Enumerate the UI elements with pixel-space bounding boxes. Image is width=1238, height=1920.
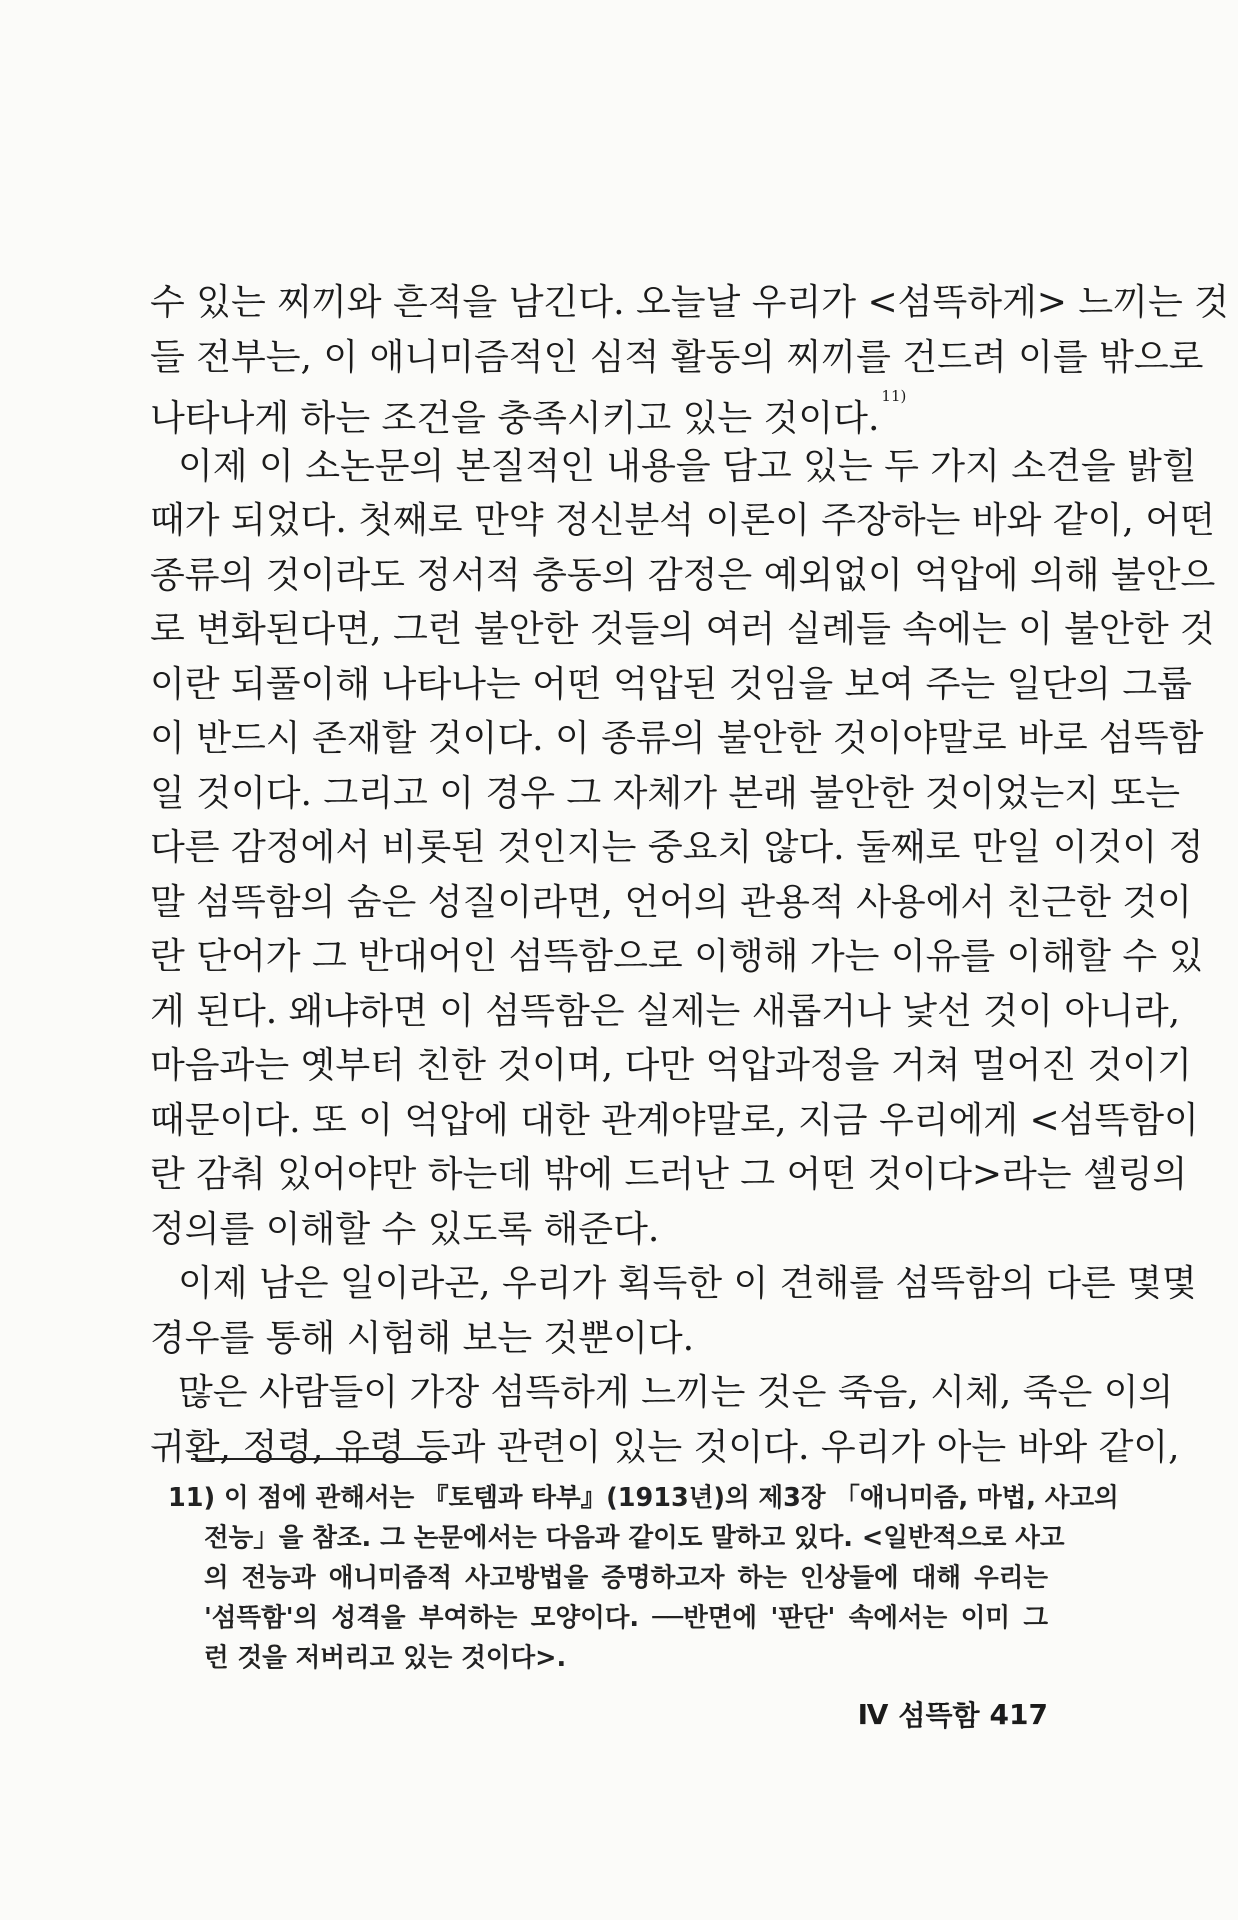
text-line: 경우를 통해 시험해 보는 것뿐이다. bbox=[150, 1317, 695, 1359]
text-line: 로 변화된다면, 그런 불안한 것들의 여러 실례들 속에는 이 불안한 것 bbox=[150, 609, 1215, 650]
text-line bbox=[150, 385, 1048, 440]
footnote-line: 전능」을 참조. 그 논문에서는 다음과 같이도 말하고 있다. <일반적으로 사고 bbox=[204, 1523, 1065, 1553]
text-line: 때문이다. 또 이 억압에 대한 관계야말로, 지금 우리에게 <섬뜩함이 bbox=[150, 1099, 1199, 1141]
text-line: 이 반드시 존재할 것이다. 이 종류의 불안한 것이야말로 바로 섬뜩함 bbox=[150, 718, 1204, 759]
footnote-line: 런 것을 저버리고 있는 것이다>. bbox=[204, 1643, 567, 1673]
text-line: 게 된다. 왜냐하면 이 섬뜩함은 실제는 새롭거나 낯선 것이 아니라, bbox=[150, 990, 1181, 1032]
text-line: 일 것이다. 그리고 이 경우 그 자체가 본래 불안한 것이었는지 또는 bbox=[150, 772, 1181, 814]
text-line: 란 감춰 있어야만 하는데 밖에 드러난 그 어떤 것이다>라는 셸링의 bbox=[150, 1154, 1188, 1195]
text-line: 란 단어가 그 반대어인 섬뜩함으로 이행해 가는 이유를 이해할 수 있 bbox=[150, 936, 1204, 977]
text-line: 종류의 것이라도 정서적 충동의 감정은 예외없이 억압에 의해 불안으 bbox=[150, 554, 1216, 596]
footnote-divider bbox=[191, 1458, 447, 1460]
text-line: 이제 이 소논문의 본질적인 내용을 담고 있는 두 가지 소견을 밝힐 bbox=[178, 445, 1197, 487]
text-line: 이란 되풀이해 나타나는 어떤 억압된 것임을 보여 주는 일단의 그룹 bbox=[150, 663, 1192, 705]
text-line: 수 있는 찌끼와 흔적을 남긴다. 오늘날 우리가 <섬뜩하게> 느끼는 것 bbox=[150, 282, 1229, 323]
text-line: 마음과는 옛부터 친한 것이며, 다만 억압과정을 거쳐 멀어진 것이기 bbox=[150, 1045, 1192, 1086]
footnote-line: 11) 이 점에 관해서는 『토템과 타부』(1913년)의 제3장 「애니미즘, 마법, 사고의 bbox=[168, 1483, 1119, 1513]
footnote-line: '섬뜩함'의 성격을 부여하는 모양이다. ──반면에 '판단' 속에서는 이미 그 bbox=[204, 1603, 1048, 1633]
text-line: 다른 감정에서 비롯된 것인지는 중요치 않다. 둘째로 만일 이것이 정 bbox=[150, 827, 1204, 868]
chapter-title: 섬뜩함 bbox=[898, 1699, 980, 1732]
body-text bbox=[150, 276, 1229, 1475]
footnote-line: 의 전능과 애니미즘적 사고방법을 증명하고자 하는 인상들에 대해 우리는 bbox=[204, 1563, 1048, 1593]
text-line: 많은 사람들이 가장 섬뜩하게 느끼는 것은 죽음, 시체, 죽은 이의 bbox=[178, 1372, 1174, 1413]
text-line: 정의를 이해할 수 있도록 해준다. bbox=[150, 1208, 660, 1250]
page-number: 417 bbox=[989, 1697, 1048, 1731]
text-line: 때가 되었다. 첫째로 만약 정신분석 이론이 주장하는 바와 같이, 어떤 bbox=[150, 500, 1215, 541]
chapter-number: Ⅳ bbox=[857, 1697, 889, 1731]
running-footer bbox=[858, 1694, 1048, 1734]
text-line: 들 전부는, 이 애니미즘적인 심적 활동의 찌끼를 건드려 이를 밖으로 bbox=[150, 336, 1204, 378]
footnote-reference: 11) bbox=[881, 387, 907, 405]
text-line: 말 섬뜩함의 숨은 성질이라면, 언어의 관용적 사용에서 친근한 것이 bbox=[150, 881, 1192, 923]
text-line: 이제 남은 일이라곤, 우리가 획득한 이 견해를 섬뜩함의 다른 몇몇 bbox=[178, 1263, 1197, 1304]
text-line: 귀환, 정령, 유령 등과 관련이 있는 것이다. 우리가 아는 바와 같이, bbox=[150, 1426, 1180, 1468]
footnote bbox=[168, 1478, 1119, 1678]
text-line-content: 나타나게 하는 조건을 충족시키고 있는 것이다. bbox=[150, 398, 880, 439]
